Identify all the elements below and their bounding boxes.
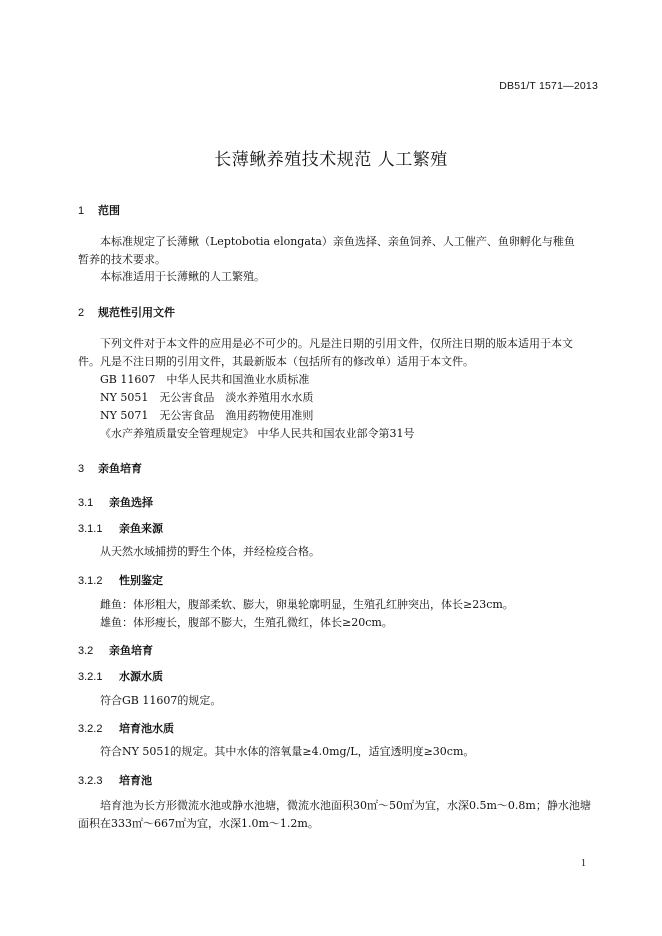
paragraph: 符合GB 11607的规定。 bbox=[100, 694, 222, 707]
paragraph: 从天然水域捕捞的野生个体，并经检疫合格。 bbox=[100, 545, 320, 558]
paragraph: 雄鱼：体形瘦长，腹部不膨大，生殖孔微红，体长≥20cm。 bbox=[100, 616, 393, 629]
section-title: 亲鱼培育 bbox=[109, 644, 153, 657]
section-number: 3.2.3 bbox=[78, 775, 103, 787]
section-3-2-1-heading bbox=[78, 668, 163, 684]
section-3-2-2-heading bbox=[78, 720, 174, 736]
section-title: 范围 bbox=[98, 204, 120, 217]
document-title: 长薄鳅养殖技术规范 人工繁殖 bbox=[214, 150, 448, 170]
section-3-2-heading bbox=[78, 642, 153, 658]
section-number: 3.1.2 bbox=[78, 575, 103, 587]
paragraph: 本标准规定了长薄鳅（Leptobotia elongata）亲鱼选择、亲鱼饲养、人工催产、鱼卵孵化与稚鱼 bbox=[100, 235, 575, 248]
reference-item: NY 5051 无公害食品 淡水养殖用水水质 bbox=[100, 391, 314, 404]
section-number: 3.1.1 bbox=[78, 523, 103, 535]
section-title: 亲鱼选择 bbox=[109, 496, 153, 509]
section-2-heading bbox=[78, 304, 175, 320]
section-title: 规范性引用文件 bbox=[98, 306, 175, 319]
section-title: 性别鉴定 bbox=[119, 574, 163, 587]
paragraph: 面积在333㎡～667㎡为宜，水深1.0m～1.2m。 bbox=[78, 817, 319, 830]
section-number: 2 bbox=[78, 307, 85, 319]
paragraph: 下列文件对于本文件的应用是必不可少的。凡是注日期的引用文件，仅所注日期的版本适用于本文 bbox=[100, 337, 573, 350]
section-number: 3.2.2 bbox=[78, 723, 103, 735]
paragraph: 符合NY 5051的规定。其中水体的溶氧量≥4.0mg/L，适宜透明度≥30cm。 bbox=[100, 745, 475, 758]
paragraph: 件。凡是不注日期的引用文件，其最新版本（包括所有的修改单）适用于本文件。 bbox=[78, 355, 474, 368]
section-3-1-2-heading bbox=[78, 572, 163, 588]
section-number: 3.2.1 bbox=[78, 671, 103, 683]
paragraph: 暂养的技术要求。 bbox=[78, 253, 166, 266]
standard-code: DB51/T 1571—2013 bbox=[499, 80, 598, 92]
paragraph: 培育池为长方形微流水池或静水池塘，微流水池面积30㎡～50㎡为宜，水深0.5m～0.8m；静水池塘 bbox=[100, 799, 591, 812]
section-number: 1 bbox=[78, 205, 85, 217]
reference-item: 《水产养殖质量安全管理规定》 中华人民共和国农业部令第31号 bbox=[100, 427, 415, 440]
section-title: 亲鱼来源 bbox=[119, 522, 163, 535]
section-title: 培育池 bbox=[119, 774, 152, 787]
section-title: 培育池水质 bbox=[119, 722, 174, 735]
section-number: 3.2 bbox=[78, 645, 94, 657]
paragraph: 雌鱼：体形粗大，腹部柔软、膨大，卵巢轮廓明显，生殖孔红肿突出，体长≥23cm。 bbox=[100, 598, 514, 611]
section-3-2-3-heading bbox=[78, 772, 152, 788]
section-3-1-heading bbox=[78, 494, 153, 510]
section-title: 亲鱼培育 bbox=[98, 462, 142, 475]
section-1-heading bbox=[78, 202, 120, 218]
section-number: 3.1 bbox=[78, 497, 94, 509]
section-number: 3 bbox=[78, 463, 85, 475]
paragraph: 本标准适用于长薄鳅的人工繁殖。 bbox=[100, 270, 265, 283]
reference-item: GB 11607 中华人民共和国渔业水质标准 bbox=[100, 373, 310, 386]
page-number: 1 bbox=[581, 858, 586, 869]
reference-item: NY 5071 无公害食品 渔用药物使用准则 bbox=[100, 409, 314, 422]
section-3-heading bbox=[78, 460, 142, 476]
section-title: 水源水质 bbox=[119, 670, 163, 683]
section-3-1-1-heading bbox=[78, 520, 163, 536]
